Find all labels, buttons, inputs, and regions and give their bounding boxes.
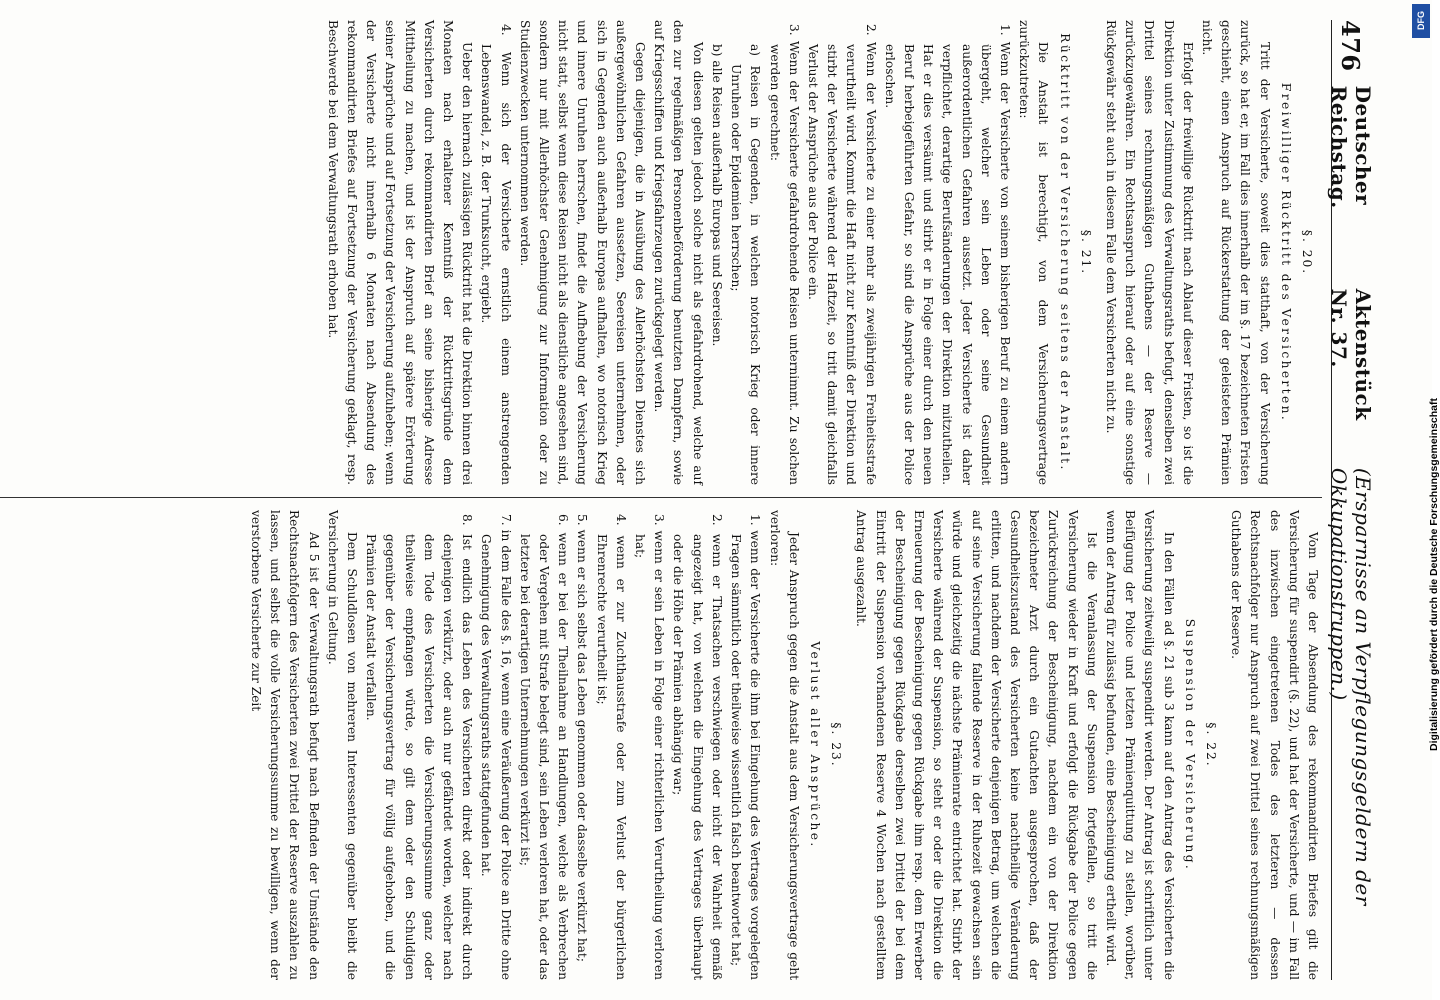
left-column-para-block: Ueber den hiernach zulässigen Rücktritt hat die Direktion binnen drei Monaten nach erhaltener Kenntniß der Rücktrittsgründe dem Versicherten durch rekommandirten Brief an seine bisherige Adresse Mittheilung zu machen, und ist der Anspruch auf spätere Erörterung seiner Ansprüche und auf Fortsetzung der Versicherung aufzuheben; wenn der Versicherte nicht innerhalb 6 Monaten nach Absendung des rekommandirten Briefes auf Fortsetzung der Versicherung geklagt, resp. Beschwerde bei dem Verwaltungsrath erhoben hat. <box>325 20 475 485</box>
right-column-item-block: 8. Ist endlich das Leben des Versicherten direkt oder indirekt durch denjenigen verkürzt, oder auch nur gefährdet worden, welcher nach dem Tode des Versicherten die Versicherungssumme ganz oder theilweise empfangen würde, so gilt dem oder den Schuldigen gegenüber der Versicherungsvertrag für völlig aufgehoben, und die Prämien der Anstalt verfallen. <box>364 514 475 980</box>
document-issue: Aktenstück Nr. 37. <box>1327 288 1375 421</box>
left-column-para-block: Tritt der Versicherte, soweit dies statthaft, von der Versicherung zurück, so hat er, im Fall dies innerhalb der im §. 17 bezeichneten Fristen geschieht, einen Anspruch auf Rückerstattung der geleisteten Prämien nicht. <box>1199 20 1272 485</box>
document-subtitle: (Ersparnisse an Verpflegungsgeldern der Okkupationstruppen.) <box>1327 467 1375 906</box>
right-column-para-block: Ad 5 ist der Verwaltungsrath befugt nach Befinden der Umstände den Rechtsnachfolgern des Versicherten zwei Drittel der Reserve auszahlen zu lassen, und selbst die volle Versicherungssumme zu bewilligen, wenn der verstorbene Versicherte zur Zeit <box>249 510 321 980</box>
digitization-note <box>1410 8 1440 751</box>
left-column-item-block: 3. Wenn der Versicherte gefahrdrohende Reisen unternimmt. Zu solchen werden gerechnet: <box>767 24 801 485</box>
right-column-heading-block: Suspension der Versicherung. <box>1182 618 1197 872</box>
right-column-sec-block: §. 23. <box>829 722 844 768</box>
right-column-item-block: 7. in dem Falle des §. 16, wenn eine Veräußerung der Police an Dritte ohne Genehmigung des Verwaltungsraths stattgefunden hat. <box>479 514 513 980</box>
page-header <box>1327 20 1375 980</box>
right-column-para-block: Dem Schuldlosen von mehreren Interessenten gegenüber bleibt die Versicherung in Geltung. <box>325 510 360 980</box>
right-column-item-block: 5. wenn er sich selbst das Leben genommen oder dasselbe verkürzt hat; <box>575 514 590 962</box>
left-column-sec-block: §. 21. <box>1078 229 1093 276</box>
page-number: 476 <box>1336 20 1366 72</box>
left-column-para-block: Die Anstalt ist berechtigt, von dem Versicherungsvertrage zurückzutreten: <box>1017 20 1051 485</box>
left-column-item-block: 4. Wenn sich der Versicherte ernstlich einem anstrengenden Lebenswandel, z. B. der Trunksucht, ergiebt. <box>479 24 513 485</box>
dfg-logo: DFG <box>1412 4 1430 38</box>
left-column-para-block: Erfolgt der freiwillige Rücktritt nach Ablauf dieser Fristen, so ist die Direktion unter Zustimmung des Verwaltungsraths befugt, denselben zwei Drittel seines rechnungsmäßigen Guthabens — der Reserve — zurückzugewähren. Ein Rechtsanspruch hierauf oder auf eine sonstige Rückgewähr steht auch in diesem Falle dem Versicherten nicht zu. <box>1103 20 1195 485</box>
right-column-para-block: Vom Tage der Absendung des rekommandirten Briefes gilt die Versicherung für suspendirt (§. 22), und hat der Versicherte, und — im Fall des inzwischen eingetretenen Todes des letzteren — dessen Rechtsnachfolger nur Anspruch auf zwei Drittel seines rechnungsmäßigen Guthabens der Reserve. <box>1229 510 1320 980</box>
left-column-para-block: Von diesen gelten jedoch solche nicht als gefahrdrohend, welche auf den zur regelmäßigen Personenbeförderung benutzten Dampfern, sowie auf Kriegsschiffen und Kriegsfahrzeugen zurückgelegt werden. <box>652 20 705 485</box>
left-column-para-block: Gegen diejenigen, die in Ausübung des Allerhöchsten Dienstes sich außergewöhnlichen Gefahren aussetzen, Seereisen unternehmen, oder sich in Gegenden auch außerhalb Europas aufhalten, wo notorisch Krieg und innere Unruhen herrschen, findet die Aufhebung der Versicherung nicht statt, selbst wenn diese Reisen nicht als dienstliche angesehen sind, sondern nur mit Allerhöchster Genehmigung zur Information oder zu Studienzwecken unternommen werden. <box>517 20 648 485</box>
right-column-heading-block: Verlust aller Ansprüche. <box>807 641 822 849</box>
left-column-heading-block: Freiwilliger Rücktritt des Versicherten. <box>1278 82 1293 423</box>
rotated-scan <box>0 20 1375 980</box>
right-column-sec-block: §. 22. <box>1203 722 1218 768</box>
left-column <box>0 20 1322 485</box>
left-column-sub-block: b) alle Reisen außerhalb Europas und Seereisen. <box>709 44 724 347</box>
left-column-sec-block: §. 20. <box>1300 229 1314 276</box>
right-column <box>0 510 1322 980</box>
right-column-para-block: In den Fällen ad §. 21 sub 3 kann auf den Antrag des Versicherten die Versicherung zeitweilig suspendirt werden. Der Antrag ist schriftlich unter Beifügung der Police und letzten Prämienquittung zu stellen, worüber, wenn der Antrag für zulässig befunden, eine Bescheinigung ertheilt wird. <box>1103 510 1176 980</box>
right-column-item-block: 3. wenn er sein Leben in Folge einer richterlichen Verurtheilung verloren hat; <box>633 514 667 980</box>
column-divider <box>0 497 1322 498</box>
right-column-item-block: 2. wenn er Thatsachen verschwiegen oder nicht der Wahrheit gemäß angezeigt hat, von welchen die Eingehung des Vertrages überhaupt oder die Höhe der Prämien abhängig war; <box>671 514 724 980</box>
left-column-sub-block: a) Reisen in Gegenden, in welchen notorisch Krieg oder innere Unruhen oder Epidemien herrschen; <box>729 44 763 485</box>
left-column-item-block: 1. Wenn der Versicherte von seinem bisherigen Beruf zu einem andern übergeht, welcher sein Leben oder seine Gesundheit außerordentlichen Gefahren aussetzt. Jeder Versicherte ist daher verpflichtet, derartige Berufsänderungen der Direktion mitzutheilen. Hat er dies versäumt und stirbt er in Folge einer durch den neuen Beruf herbeigeführten Gefahr, so sind die Ansprüche aus der Police erloschen. <box>882 24 1012 485</box>
right-column-item-block: 4. wenn er zur Zuchthausstrafe oder zum Verlust der bürgerlichen Ehrenrechte verurtheilt ist; <box>594 514 628 980</box>
publication-title: Deutscher Reichstag. <box>1327 85 1375 209</box>
left-column-item-block: 2. Wenn der Versicherte zu einer mehr als zweijährigen Freiheitsstrafe verurtheilt wird. Kommt die Haft nicht zur Kenntniß der Direktion und stirbt der Versicherte während der Haftzeit, so tritt damit gleichfalls Verlust der Ansprüche aus der Police ein. <box>805 24 878 485</box>
digitization-note-text: Digitalisierung gefördert durch die Deutsche Forschungsgemeinschaft <box>1428 398 1440 751</box>
right-column-item-block: 6. wenn er bei der Theilnahme an Handlungen, welche als Verbrechen oder Vergehen mit Strafe belegt sind, sein Leben verloren hat, oder das letztere bei derartigen Unternehmungen verkürzt ist; <box>517 514 571 980</box>
right-column-para-block: Ist die Veranlassung der Suspension fortgefallen, so tritt die Versicherung wieder in Kraft und erfolgt die Rückgabe der Police gegen Zurückreichung der Bescheinigung, nachdem ein von der Direktion bezeichneter Arzt durch ein Gutachten ausgesprochen, daß der Gesundheitszustand des Versicherten keine nachtheilige Veränderung erlitten, und nachdem der Versicherte denjenigen Betrag, um welchen die auf seine Versicherung fallende Reserve in der Ruhezeit gewachsen sein würde und gleichzeitig die nächste Prämienrate entrichtet hat. Stirbt der Versicherte während der Suspension, so steht er oder die Direktion die Erneuerung der Bescheinigung gegen Rückgabe ihm resp. dem Erwerber der Bescheinigung gegen Rückgabe derselben zwei Drittel der bei dem Eintritt der Suspension vorhandenen Reserve 4 Wochen nach gestelltem Antrag ausgezahlt. <box>854 510 1099 980</box>
left-column-heading-block: Rücktritt von der Versicherung seitens der Anstalt. <box>1057 33 1072 472</box>
right-column-item-block: 1. wenn der Versicherte die ihm bei Eingehung des Vertrages vorgelegten Fragen sämmtlich oder theilweise wissentlich falsch beantwortet hat; <box>729 514 763 980</box>
right-column-para-block: Jeder Anspruch gegen die Anstalt aus dem Versicherungsvertrage geht verloren: <box>767 510 801 980</box>
